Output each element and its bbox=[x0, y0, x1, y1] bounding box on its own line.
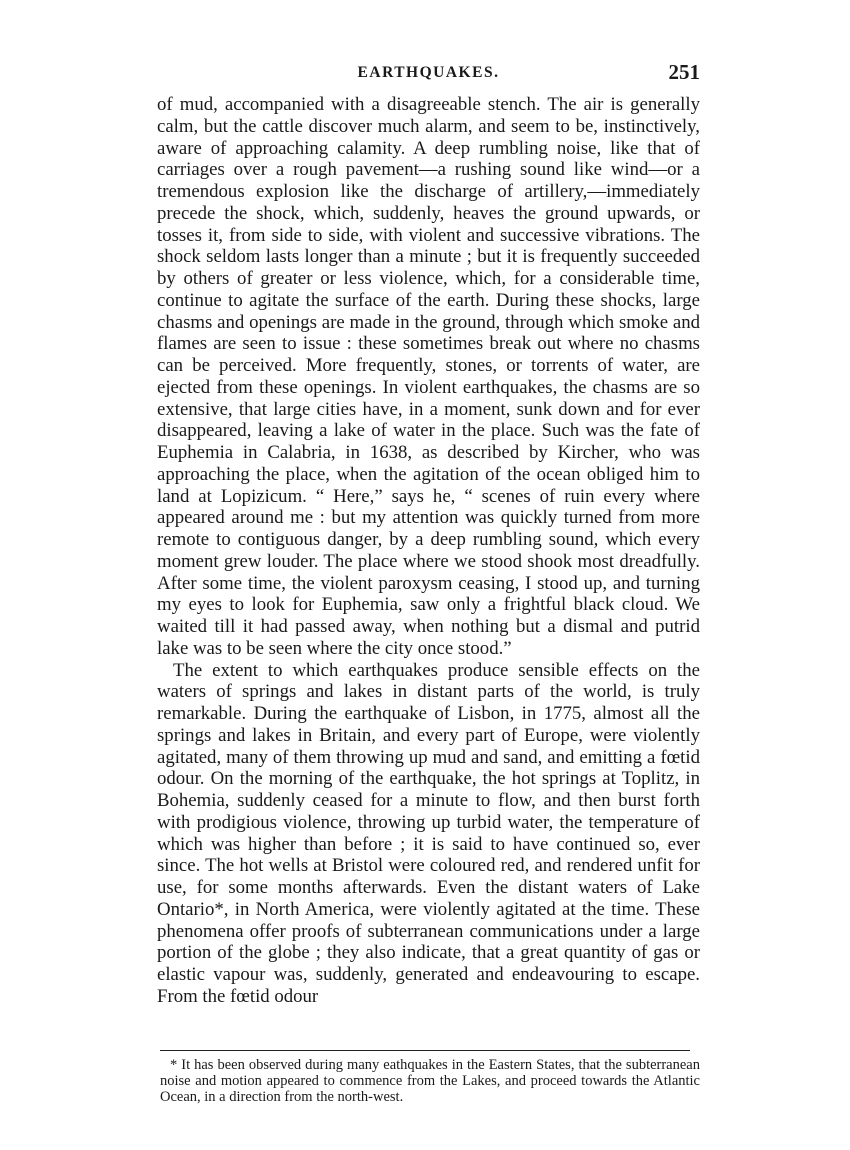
paragraph-continued: of mud, accompanied with a disagreeable stench. The air is generally calm, but the cattle discover much alarm, and seem to be, instinctively, aware of approaching calamity. A deep rumbling noise, like that of carriages over a rough pavement—a rushing sound like wind—or a tremendous explosion like the discharge of artillery,—immediately precede the shock, which, suddenly, heaves the ground upwards, or tosses it, from side to side, with violent and successive vibrations. The shock seldom lasts longer than a minute ; but it is frequently succeeded by others of greater or less violence, which, for a considerable time, continue to agitate the surface of the earth. During these shocks, large chasms and openings are made in the ground, through which smoke and flames are seen to issue : these sometimes break out where no chasms can be perceived. More frequently, stones, or torrents of water, are ejected from these openings. In violent earthquakes, the chasms are so extensive, that large cities have, in a moment, sunk down and for ever disappeared, leaving a lake of water in the place. Such was the fate of Euphemia in Calabria, in 1638, as described by Kircher, who was approaching the place, when the agitation of the ocean obliged him to land at Lopizicum. “ Here,” says he, “ scenes of ruin every where appeared around me : but my attention was quickly turned from more remote to contiguous danger, by a deep rumbling sound, which every moment grew louder. The place where we stood shook most dreadfully. After some time, the violent paroxysm ceasing, I stood up, and turning my eyes to look for Euphemia, saw only a frightful black cloud. We waited till it had passed away, when nothing but a dismal and putrid lake was to be seen where the city once stood.” bbox=[157, 94, 700, 659]
running-head bbox=[157, 60, 700, 88]
paragraph-lake-effects: The extent to which earthquakes produce sensible effects on the waters of springs and lakes in distant parts of the world, is truly remarkable. During the earthquake of Lisbon, in 1775, almost all the springs and lakes in Britain, and every part of Europe, were violently agitated, many of them throwing up mud and sand, and emitting a fœtid odour. On the morning of the earthquake, the hot springs at Toplitz, in Bohemia, suddenly ceased for a minute to flow, and then burst forth with prodigious violence, throwing up turbid water, the temperature of which was higher than before ; it is said to have continued so, ever since. The hot wells at Bristol were coloured red, and rendered unfit for use, for some months afterwards. Even the distant waters of Lake Ontario*, in North America, were violently agitated at the time. These phenomena offer proofs of subterranean communications under a large portion of the globe ; they also indicate, that a great quantity of gas or elastic vapour was, suddenly, generated and endeavouring to escape. From the fœtid odour bbox=[157, 659, 700, 1007]
page-number: 251 bbox=[668, 60, 700, 84]
footnote-divider bbox=[160, 1050, 690, 1051]
body-text bbox=[157, 94, 700, 1008]
running-title: EARTHQUAKES. bbox=[357, 64, 500, 81]
footnote: * It has been observed during many eathquakes in the Eastern States, that the subterranean noise and motion appeared to commence from the Lakes, and proceed towards the Atlantic Ocean, in a direction from the north-west. bbox=[160, 1057, 700, 1105]
